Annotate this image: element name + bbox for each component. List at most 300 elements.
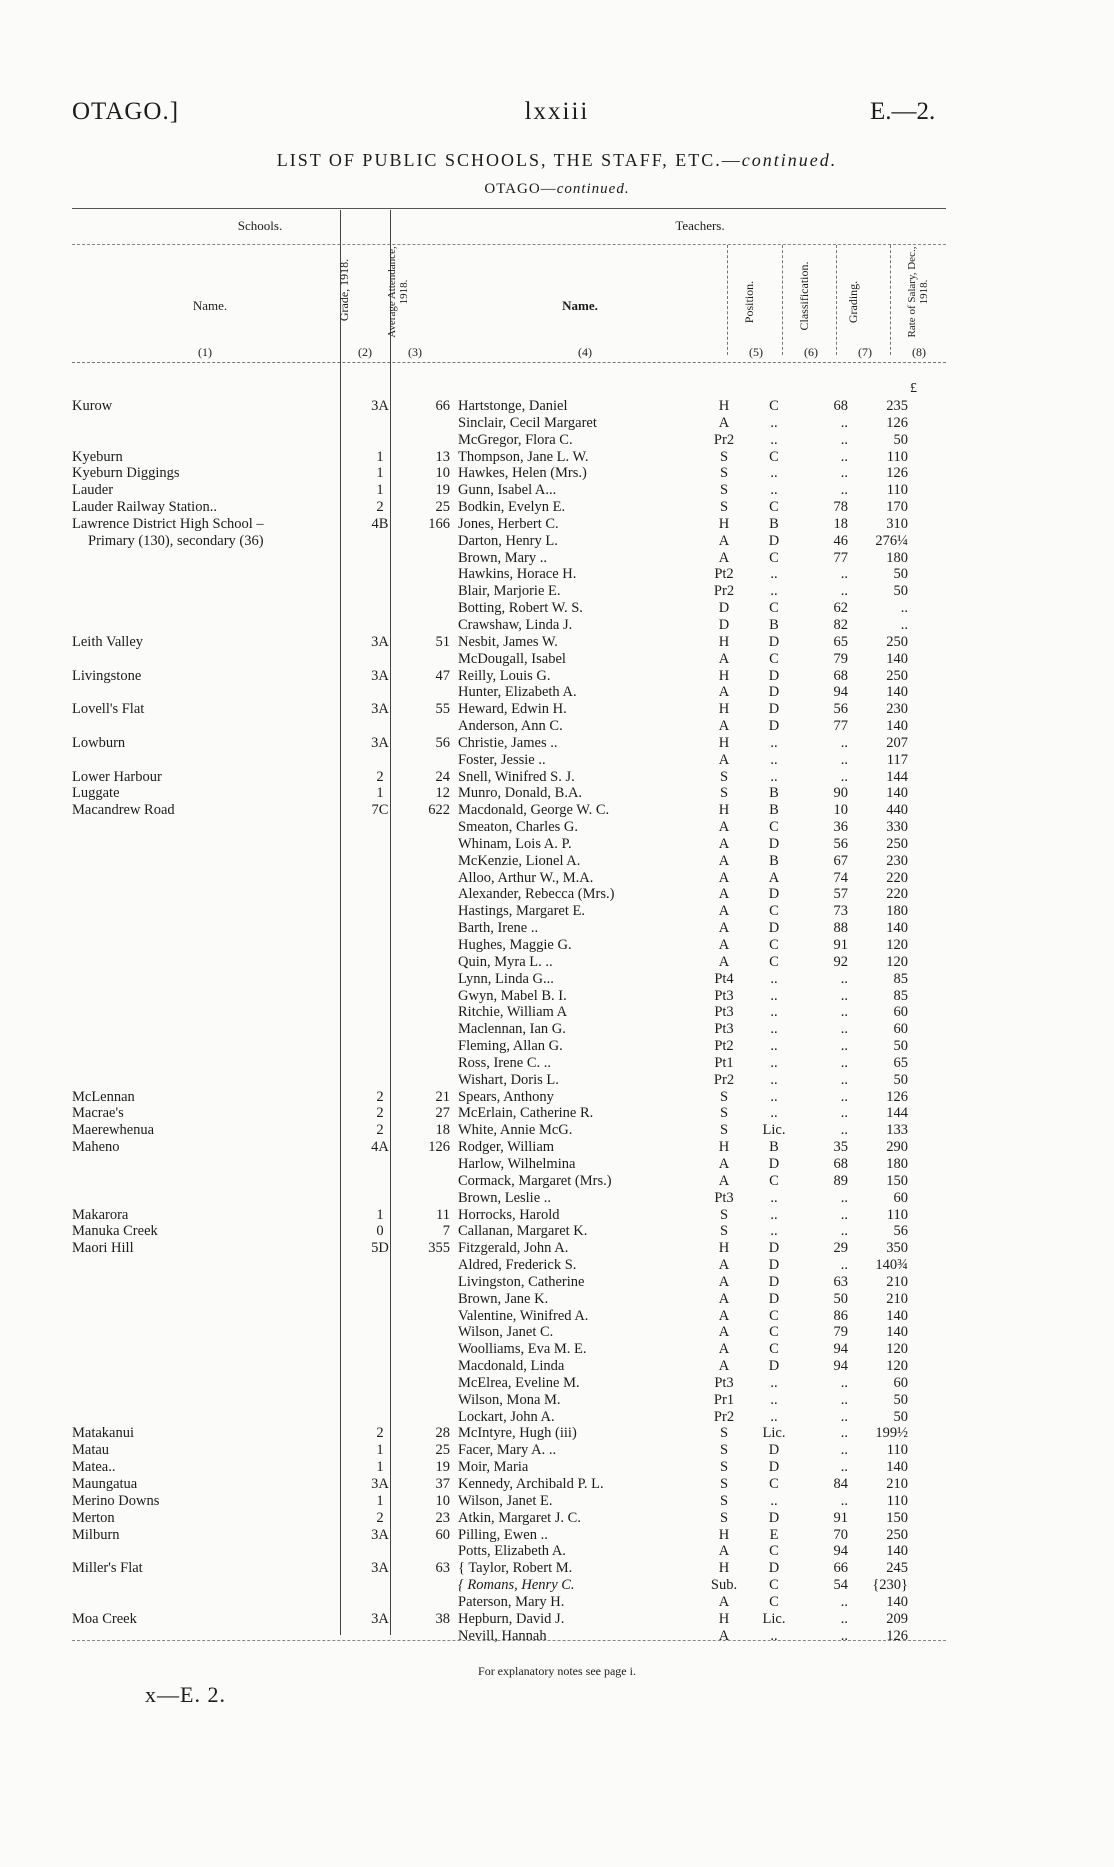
- position-cell: S: [719, 768, 729, 785]
- grading-cell: 62: [833, 600, 848, 617]
- salary-cell: 210: [886, 1476, 908, 1492]
- table-row: [72, 1173, 946, 1190]
- signature-mark: x—E. 2.: [145, 1682, 226, 1707]
- table-row: [72, 1156, 946, 1173]
- salary-cell: 235: [886, 398, 908, 414]
- position-cell: A: [718, 869, 730, 886]
- attendance-cell: 7: [442, 1223, 450, 1240]
- table-row: [72, 1274, 946, 1291]
- table-row: [72, 1527, 946, 1544]
- grading-cell: ..: [840, 1610, 848, 1627]
- teacher-name: Hughes, Maggie G.: [458, 937, 572, 953]
- classification-cell: C: [769, 448, 779, 465]
- attendance-cell: 10: [435, 1492, 450, 1509]
- grading-cell: 46: [833, 532, 848, 549]
- salary-cell: 126: [886, 1627, 908, 1644]
- grading-cell: 66: [833, 1560, 848, 1577]
- grading-cell: ..: [840, 1391, 848, 1408]
- table-row: [72, 785, 946, 802]
- salary-cell: 250: [886, 667, 908, 684]
- attendance-cell: 23: [435, 1509, 450, 1526]
- school-name: Maori Hill: [72, 1240, 134, 1257]
- salary-cell: 65: [893, 1054, 908, 1071]
- grade-cell: 2: [376, 768, 384, 785]
- attendance-cell: 355: [428, 1240, 450, 1257]
- position-cell: A: [718, 1543, 730, 1560]
- classification-cell: ..: [770, 1105, 778, 1122]
- attendance-cell: 21: [435, 1088, 450, 1105]
- table-row: [72, 937, 946, 954]
- salary-cell: 110: [886, 1206, 908, 1223]
- classification-cell: C: [769, 1593, 779, 1610]
- table-row: [72, 482, 946, 499]
- position-cell: A: [718, 1358, 730, 1375]
- table-top-rule: [72, 208, 946, 209]
- classification-cell: D: [768, 532, 780, 549]
- teacher-name: Wishart, Doris L.: [458, 1071, 559, 1088]
- classification-cell: C: [769, 1307, 779, 1324]
- grading-cell: 29: [833, 1240, 848, 1257]
- position-cell: A: [718, 1155, 730, 1172]
- teacher-name: Wilson, Mona M.: [458, 1391, 561, 1408]
- classification-cell: ..: [770, 1038, 778, 1055]
- classification-cell: D: [768, 718, 780, 735]
- teacher-name: Blair, Marjorie E.: [458, 583, 561, 600]
- teacher-name: Thompson, Jane L. W.: [458, 448, 589, 465]
- school-name: Lauder Railway Station..: [72, 499, 217, 516]
- classification-cell: D: [768, 1358, 780, 1375]
- classification-cell: C: [769, 398, 779, 414]
- grading-cell: ..: [840, 1492, 848, 1509]
- position-cell: H: [718, 667, 730, 684]
- classification-cell: ..: [770, 1071, 778, 1088]
- grade-cell: 2: [376, 499, 384, 516]
- classification-cell: ..: [770, 970, 778, 987]
- classification-cell: ..: [770, 482, 778, 499]
- classification-cell: D: [768, 1459, 780, 1476]
- grade-cell: 3A: [371, 633, 389, 650]
- salary-cell: 150: [886, 1172, 908, 1189]
- position-cell: A: [718, 1341, 730, 1358]
- teacher-name: Harlow, Wilhelmina: [458, 1155, 576, 1172]
- grade-cell: 3A: [371, 1610, 389, 1627]
- teacher-name: Brown, Jane K.: [458, 1290, 549, 1307]
- classification-cell: C: [769, 1543, 779, 1560]
- position-cell: H: [718, 1526, 730, 1543]
- grading-cell: 94: [833, 684, 848, 701]
- table-row: [72, 1510, 946, 1527]
- school-name: Merton: [72, 1509, 115, 1526]
- grading-cell: ..: [840, 583, 848, 600]
- table-row: [72, 1560, 946, 1577]
- position-cell: A: [718, 1273, 730, 1290]
- position-cell: S: [719, 1509, 729, 1526]
- page-header-right: E.—2.: [870, 98, 936, 125]
- grading-cell: ..: [840, 1459, 848, 1476]
- attendance-cell: 166: [428, 515, 450, 532]
- classification-cell: D: [768, 633, 780, 650]
- salary-cell: 210: [886, 1273, 908, 1290]
- subtitle-italic: continued.: [556, 181, 630, 197]
- currency-symbol: £: [910, 381, 917, 396]
- salary-cell: 140: [886, 650, 908, 667]
- classification-cell: Lic.: [762, 1122, 786, 1139]
- grading-cell: ..: [840, 414, 848, 431]
- grade-cell: 1: [376, 1459, 384, 1476]
- teacher-name: Quin, Myra L. ..: [458, 953, 553, 970]
- salary-cell: 140: [886, 1324, 908, 1341]
- teacher-name: Macdonald, George W. C.: [458, 802, 610, 819]
- salary-cell: 250: [886, 835, 908, 852]
- table-row: [72, 1072, 946, 1089]
- teacher-name: Darton, Henry L.: [458, 532, 558, 549]
- teacher-name: Maclennan, Ian G.: [458, 1021, 566, 1038]
- teacher-name: Paterson, Mary H.: [458, 1593, 565, 1610]
- school-name: Lauder: [72, 482, 114, 499]
- grading-cell: 68: [833, 1155, 848, 1172]
- table-row: [72, 1257, 946, 1274]
- table-row: [72, 1341, 946, 1358]
- table-row: [72, 920, 946, 937]
- position-cell: Pt3: [714, 1021, 734, 1038]
- position-cell: Pt2: [714, 566, 734, 583]
- table-row: [72, 971, 946, 988]
- teacher-name: Heward, Edwin H.: [458, 701, 567, 718]
- classification-cell: ..: [770, 1374, 778, 1391]
- attendance-cell: 19: [435, 1459, 450, 1476]
- table-row: [72, 1324, 946, 1341]
- grading-cell: 91: [833, 1509, 848, 1526]
- page-header-left: OTAGO.]: [72, 98, 180, 125]
- table-row: [72, 1105, 946, 1122]
- salary-cell: 50: [893, 566, 908, 583]
- attendance-cell: 13: [435, 448, 450, 465]
- position-cell: H: [718, 515, 730, 532]
- grading-cell: 88: [833, 920, 848, 937]
- grading-cell: 56: [833, 835, 848, 852]
- attendance-cell: 25: [435, 499, 450, 516]
- position-cell: A: [718, 953, 730, 970]
- classification-cell: ..: [770, 768, 778, 785]
- table-row: [72, 1425, 946, 1442]
- table-row: [72, 853, 946, 870]
- teacher-name: Callanan, Margaret K.: [458, 1223, 588, 1240]
- table-row: [72, 499, 946, 516]
- position-cell: H: [718, 1560, 730, 1577]
- classification-cell: C: [769, 1577, 779, 1594]
- classification-cell: ..: [770, 431, 778, 448]
- grading-cell: ..: [840, 1425, 848, 1442]
- classification-cell: D: [768, 1509, 780, 1526]
- table-row: [72, 954, 946, 971]
- attendance-cell: 11: [436, 1206, 450, 1223]
- table-row: [72, 1358, 946, 1375]
- teacher-name: McIntyre, Hugh (iii): [458, 1425, 577, 1442]
- table-row: [72, 1122, 946, 1139]
- attendance-cell: 66: [435, 398, 450, 414]
- teacher-name: Wilson, Janet C.: [458, 1324, 554, 1341]
- grading-cell: 84: [833, 1476, 848, 1492]
- grading-cell: 10: [833, 802, 848, 819]
- colnum-7: (7): [858, 345, 872, 359]
- school-name: Matakanui: [72, 1425, 135, 1442]
- teacher-name: Kennedy, Archibald P. L.: [458, 1476, 604, 1492]
- table-row: [72, 1577, 946, 1594]
- teacher-name: Wilson, Janet E.: [458, 1492, 553, 1509]
- table-row: [72, 600, 946, 617]
- position-cell: H: [718, 633, 730, 650]
- teacher-name: Ritchie, William A: [458, 1004, 568, 1021]
- position-cell: Pt3: [714, 1004, 734, 1021]
- teacher-name: Anderson, Ann C.: [458, 718, 563, 735]
- position-cell: A: [718, 819, 730, 836]
- classification-cell: ..: [770, 1206, 778, 1223]
- grading-cell: 68: [833, 667, 848, 684]
- grading-cell: 68: [833, 398, 848, 414]
- teacher-name: McElrea, Eveline M.: [458, 1374, 580, 1391]
- grading-cell: ..: [840, 1021, 848, 1038]
- grading-cell: 79: [833, 650, 848, 667]
- salary-cell: 250: [886, 633, 908, 650]
- grading-cell: ..: [840, 431, 848, 448]
- position-cell: A: [718, 1172, 730, 1189]
- grade-cell: 1: [376, 1492, 384, 1509]
- position-cell: Sub.: [710, 1577, 738, 1594]
- grading-cell: ..: [840, 1122, 848, 1139]
- classification-cell: ..: [770, 987, 778, 1004]
- grading-cell: ..: [840, 1004, 848, 1021]
- position-cell: D: [718, 616, 730, 633]
- table-row: [72, 684, 946, 701]
- teacher-name: Macdonald, Linda: [458, 1358, 565, 1375]
- grading-cell: ..: [840, 1627, 848, 1644]
- grade-cell: 2: [376, 1425, 384, 1442]
- teacher-name: Lynn, Linda G...: [458, 970, 554, 987]
- table-row: [72, 1493, 946, 1510]
- grade-cell: 2: [376, 1122, 384, 1139]
- salary-cell: 50: [893, 1391, 908, 1408]
- table-row: [72, 1038, 946, 1055]
- salary-cell: ..: [900, 616, 908, 633]
- classification-cell: ..: [770, 1627, 778, 1644]
- salary-cell: {230}: [872, 1577, 908, 1594]
- grading-cell: 82: [833, 616, 848, 633]
- salary-cell: 140: [886, 785, 908, 802]
- attendance-cell: 55: [435, 701, 450, 718]
- grading-cell: ..: [840, 987, 848, 1004]
- position-cell: A: [718, 937, 730, 953]
- grading-cell: 91: [833, 937, 848, 953]
- salary-cell: 250: [886, 1526, 908, 1543]
- table-row: [72, 1594, 946, 1611]
- position-cell: Pt2: [714, 1038, 734, 1055]
- grading-cell: ..: [840, 1189, 848, 1206]
- position-cell: Pr2: [713, 1071, 735, 1088]
- salary-cell: 220: [886, 886, 908, 903]
- salary-cell: 290: [886, 1139, 908, 1156]
- position-cell: A: [718, 718, 730, 735]
- teacher-name: { Romans, Henry C.: [458, 1577, 575, 1594]
- attendance-cell: 24: [435, 768, 450, 785]
- salary-cell: 60: [893, 1004, 908, 1021]
- table-row: [72, 516, 946, 533]
- colnum-5: (5): [749, 345, 763, 359]
- attendance-cell: 60: [435, 1526, 450, 1543]
- classification-cell: B: [769, 802, 779, 819]
- salary-cell: 120: [886, 937, 908, 953]
- salary-cell: 140: [886, 1543, 908, 1560]
- teacher-name: Alexander, Rebecca (Mrs.): [458, 886, 615, 903]
- position-cell: A: [718, 1307, 730, 1324]
- grading-cell: ..: [840, 1257, 848, 1274]
- salary-cell: 50: [893, 583, 908, 600]
- attendance-cell: 10: [435, 465, 450, 482]
- classification-cell: ..: [770, 1223, 778, 1240]
- teacher-name: Botting, Robert W. S.: [458, 600, 583, 617]
- salary-cell: 199½: [875, 1425, 908, 1442]
- classification-cell: ..: [770, 1054, 778, 1071]
- salary-cell: 209: [886, 1610, 908, 1627]
- table-row: [72, 988, 946, 1005]
- table-row: [72, 398, 946, 415]
- position-cell: S: [719, 1425, 729, 1442]
- teacher-name: Nevill, Hannah: [458, 1627, 547, 1644]
- position-cell: H: [718, 1139, 730, 1156]
- table-row: [72, 1021, 946, 1038]
- subtitle-main: OTAGO—: [484, 181, 557, 197]
- grading-cell: 92: [833, 953, 848, 970]
- school-name: Maungatua: [72, 1476, 138, 1492]
- table-row: [72, 735, 946, 752]
- grading-cell: 79: [833, 1324, 848, 1341]
- salary-cell: 140: [886, 1459, 908, 1476]
- salary-cell: 60: [893, 1021, 908, 1038]
- position-cell: Pt3: [714, 987, 734, 1004]
- grading-cell: ..: [840, 1206, 848, 1223]
- position-cell: S: [719, 1492, 729, 1509]
- table-bottom-rule: [72, 1640, 946, 1641]
- salary-cell: 126: [886, 465, 908, 482]
- school-name: McLennan: [72, 1088, 135, 1105]
- salary-cell: 85: [893, 987, 908, 1004]
- col-divider-position: [727, 245, 728, 355]
- position-cell: A: [718, 1324, 730, 1341]
- teacher-name: Rodger, William: [458, 1139, 555, 1156]
- attendance-cell: 28: [435, 1425, 450, 1442]
- group-teachers: Teachers.: [675, 218, 725, 233]
- classification-cell: B: [769, 616, 779, 633]
- grading-cell: ..: [840, 970, 848, 987]
- salary-cell: 56: [893, 1223, 908, 1240]
- grade-cell: 5D: [371, 1240, 389, 1257]
- grading-cell: 70: [833, 1526, 848, 1543]
- table-row: [72, 1240, 946, 1257]
- salary-cell: 144: [886, 768, 908, 785]
- school-name: Luggate: [72, 785, 120, 802]
- teacher-name: Woolliams, Eva M. E.: [458, 1341, 587, 1358]
- classification-cell: D: [768, 1155, 780, 1172]
- teacher-name: Livingston, Catherine: [458, 1273, 585, 1290]
- position-cell: Pr2: [713, 1408, 735, 1425]
- grading-cell: 77: [833, 549, 848, 566]
- position-cell: H: [718, 734, 730, 751]
- table-row: [72, 465, 946, 482]
- grade-cell: 1: [376, 785, 384, 802]
- table-row: [72, 566, 946, 583]
- salary-cell: 180: [886, 549, 908, 566]
- school-name: Kurow: [72, 398, 113, 414]
- position-cell: S: [719, 785, 729, 802]
- teacher-name: Smeaton, Charles G.: [458, 819, 579, 836]
- table-row: [72, 802, 946, 819]
- col-grading: Grading.: [846, 280, 860, 324]
- school-name: Makarora: [72, 1206, 129, 1223]
- classification-cell: C: [769, 499, 779, 516]
- salary-cell: 50: [893, 1038, 908, 1055]
- classification-cell: ..: [770, 751, 778, 768]
- teacher-name: Foster, Jessie ..: [458, 751, 546, 768]
- grading-cell: 56: [833, 701, 848, 718]
- salary-cell: 140: [886, 684, 908, 701]
- school-name: Macrae's: [72, 1105, 124, 1122]
- grading-cell: ..: [840, 1374, 848, 1391]
- salary-cell: 110: [886, 1492, 908, 1509]
- teacher-name: Brown, Mary ..: [458, 549, 548, 566]
- classification-cell: C: [769, 953, 779, 970]
- teacher-name: Crawshaw, Linda J.: [458, 616, 573, 633]
- table-row: [72, 1375, 946, 1392]
- grading-cell: ..: [840, 1054, 848, 1071]
- col-divider-classification: [782, 245, 783, 355]
- position-cell: Pt4: [714, 970, 734, 987]
- teacher-name: Hawkins, Horace H.: [458, 566, 577, 583]
- classification-cell: B: [769, 1139, 779, 1156]
- salary-cell: 117: [886, 751, 908, 768]
- position-cell: Pt3: [714, 1374, 734, 1391]
- attendance-cell: 18: [435, 1122, 450, 1139]
- grading-cell: 73: [833, 903, 848, 920]
- school-name: Leith Valley: [72, 633, 144, 650]
- teacher-name: Ross, Irene C. ..: [458, 1054, 552, 1071]
- position-cell: H: [718, 398, 730, 414]
- table-row: [72, 668, 946, 685]
- page-title: [0, 150, 1114, 171]
- position-cell: Pr2: [713, 583, 735, 600]
- classification-cell: C: [769, 1476, 779, 1492]
- attendance-cell: 47: [435, 667, 450, 684]
- teacher-name: Moir, Maria: [458, 1459, 529, 1476]
- grading-cell: 57: [833, 886, 848, 903]
- teacher-name: Cormack, Margaret (Mrs.): [458, 1172, 612, 1189]
- colnum-4: (4): [578, 345, 592, 359]
- grading-cell: ..: [840, 768, 848, 785]
- attendance-cell: 56: [435, 734, 450, 751]
- teacher-name: Gunn, Isabel A...: [458, 482, 557, 499]
- teacher-name: Barth, Irene ..: [458, 920, 539, 937]
- classification-cell: ..: [770, 1004, 778, 1021]
- school-name: Milburn: [72, 1526, 120, 1543]
- teacher-name: Fleming, Allan G.: [458, 1038, 563, 1055]
- classification-cell: D: [768, 1560, 780, 1577]
- grade-cell: 1: [376, 1206, 384, 1223]
- position-cell: S: [719, 1476, 729, 1492]
- salary-cell: 276¼: [875, 532, 908, 549]
- grading-cell: ..: [840, 1038, 848, 1055]
- grade-cell: 2: [376, 1088, 384, 1105]
- position-cell: Pt3: [714, 1189, 734, 1206]
- grading-cell: ..: [840, 734, 848, 751]
- table-row: [72, 1409, 946, 1426]
